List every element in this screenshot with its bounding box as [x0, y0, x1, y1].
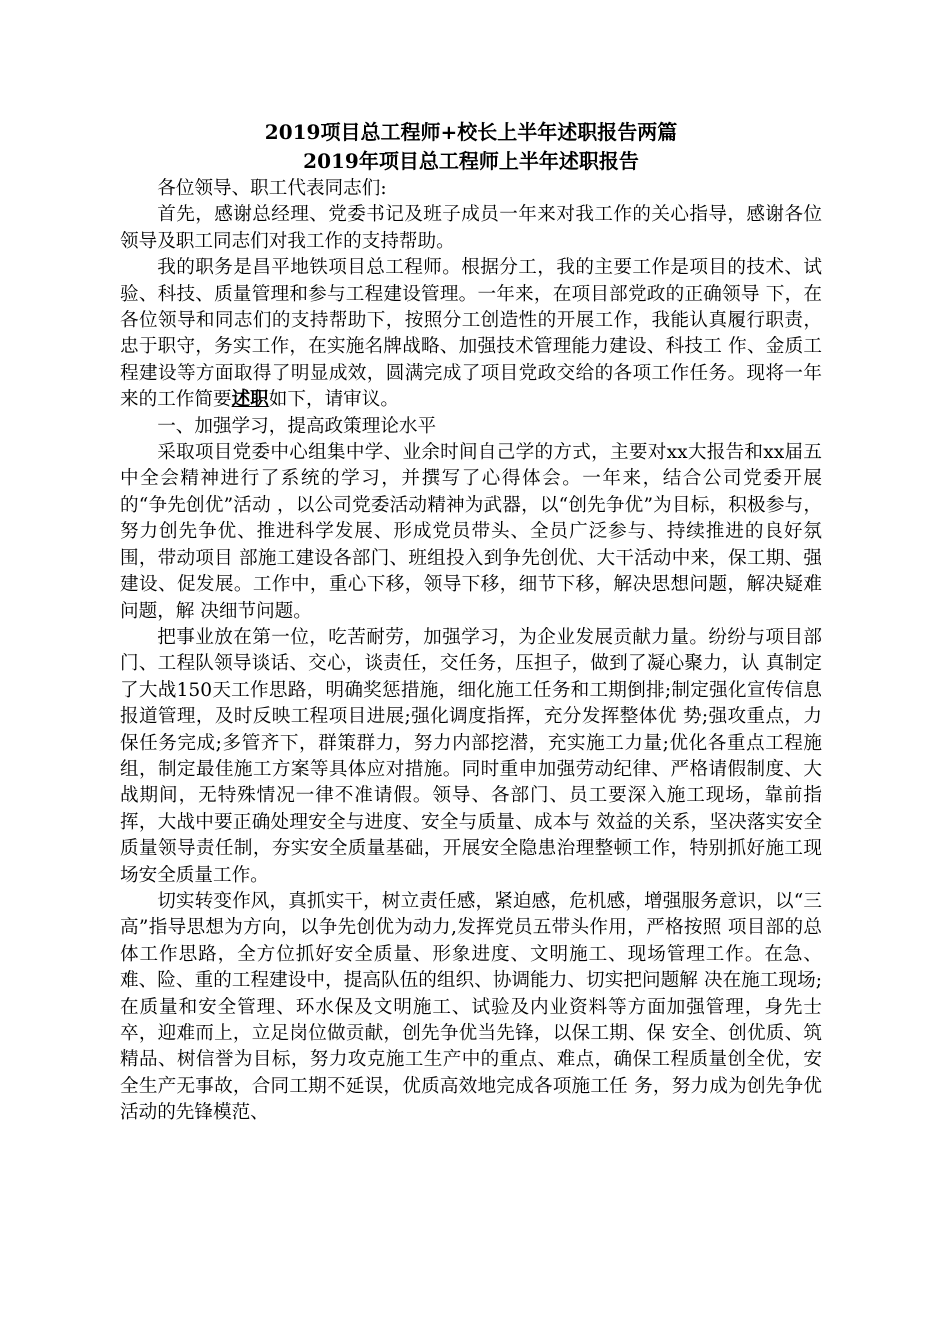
salutation: 各位领导、职工代表同志们: [157, 178, 387, 199]
paragraph-3: 采取项目党委中心组集中学、业余时间自己学的方式，主要对xx大报告和xx届五中全会精神进行了系统的学习，并撰写了心得体会。一年来，结合公司党委开展 的“争先创优”活动 ，以公司党委活动精神为武器，以“创先争优”为目标，积极参与，努力创先争优、推进科学发展、形成党员带头、全员广泛参与、持续推进的良好氛围，带动项目 部施工建设各部门、班组投入到争先创优、大干活动中来，保工期、强建设、促发展。工作中，重心下移，领导下移，细节下移，解决思想问题，解决疑难问题，解 决细节问题。 [120, 442, 822, 622]
paragraph-1: 首先，感谢总经理、党委书记及班子成员一年来对我工作的关心指导，感谢各位领导及职工同志们对我工作的支持帮助。 [120, 204, 822, 252]
document-title: 2019项目总工程师+校长上半年述职报告两篇 [264, 120, 678, 144]
paragraph-5: 切实转变作风，真抓实干，树立责任感，紧迫感，危机感，增强服务意识，以“三高”指导思想为方向，以争先创优为动力,发挥党员五带头作用，严格按照 项目部的总体工作思路，全方位抓好安全质量、形象进度、文明施工、现场管理工作。在急、难、险、重的工程建设中，提高队伍的组织、协调能力、切实把问题解 决在施工现场;在质量和安全管理、环水保及文明施工、试验及内业资料等方面加强管理，身先士卒，迎难而上，立足岗位做贡献，创先争优当先锋，以保工期、保 安全、创优质、筑精品、树信誉为目标，努力攻克施工生产中的重点、难点，确保工程质量创全优，安全生产无事故，合同工期不延误，优质高效地完成各项施工任 务，努力成为创先争优活动的先锋模范、 [120, 890, 823, 1124]
paragraph-2-text-before: 我的职务是昌平地铁项目总工程师。根据分工，我的主要工作是项目的技术、试验、科技、质量管理和参与工程建设管理。一年来，在项目部党政的正确领导 下，在各位领导和同志们的支持帮助下，按照分工创造性的开展工作，我能认真履行职责，忠于职守，务实工作，在实施名牌战略、加强技术管理能力建设、科技工 作、金质工程建设等方面取得了明显成效，圆满完成了项目党政交给的各项工作任务。现将一年来的工作简要 [120, 257, 822, 411]
paragraph-4: 把事业放在第一位，吃苦耐劳，加强学习，为企业发展贡献力量。纷纷与项目部门、工程队领导谈话、交心，谈责任，交任务，压担子，做到了凝心聚力，认 真制定了大战150天工作思路，明确奖惩措施，细化施工任务和工期倒排;制定强化宣传信息报道管理，及时反映工程项目进展;强化调度指挥，充分发挥整体优 势;强攻重点，力保任务完成;多管齐下，群策群力，努力内部挖潜，充实施工力量;优化各重点工程施组，制定最佳施工方案等具体应对措施。同时重申加强劳动纪律、严格请假制度、大战期间，无特殊情况一律不准请假。领导、各部门、员工要深入施工现场，靠前指挥，大战中要正确处理安全与进度、安全与质量、成本与 效益的关系，坚决落实安全质量领导责任制，夯实安全质量基础，开展安全隐患治理整顿工作，特别抓好施工现场安全质量工作。 [120, 626, 822, 886]
shuzhi-link[interactable]: 述职 [231, 389, 269, 411]
section-heading-1: 一、加强学习，提高政策理论水平 [157, 415, 437, 437]
document-page [120, 118, 822, 1127]
document-subtitle: 2019年项目总工程师上半年述职报告 [303, 149, 639, 173]
paragraph-2 [120, 255, 822, 413]
paragraph-2-text-after: 如下，请审议。 [268, 389, 399, 411]
